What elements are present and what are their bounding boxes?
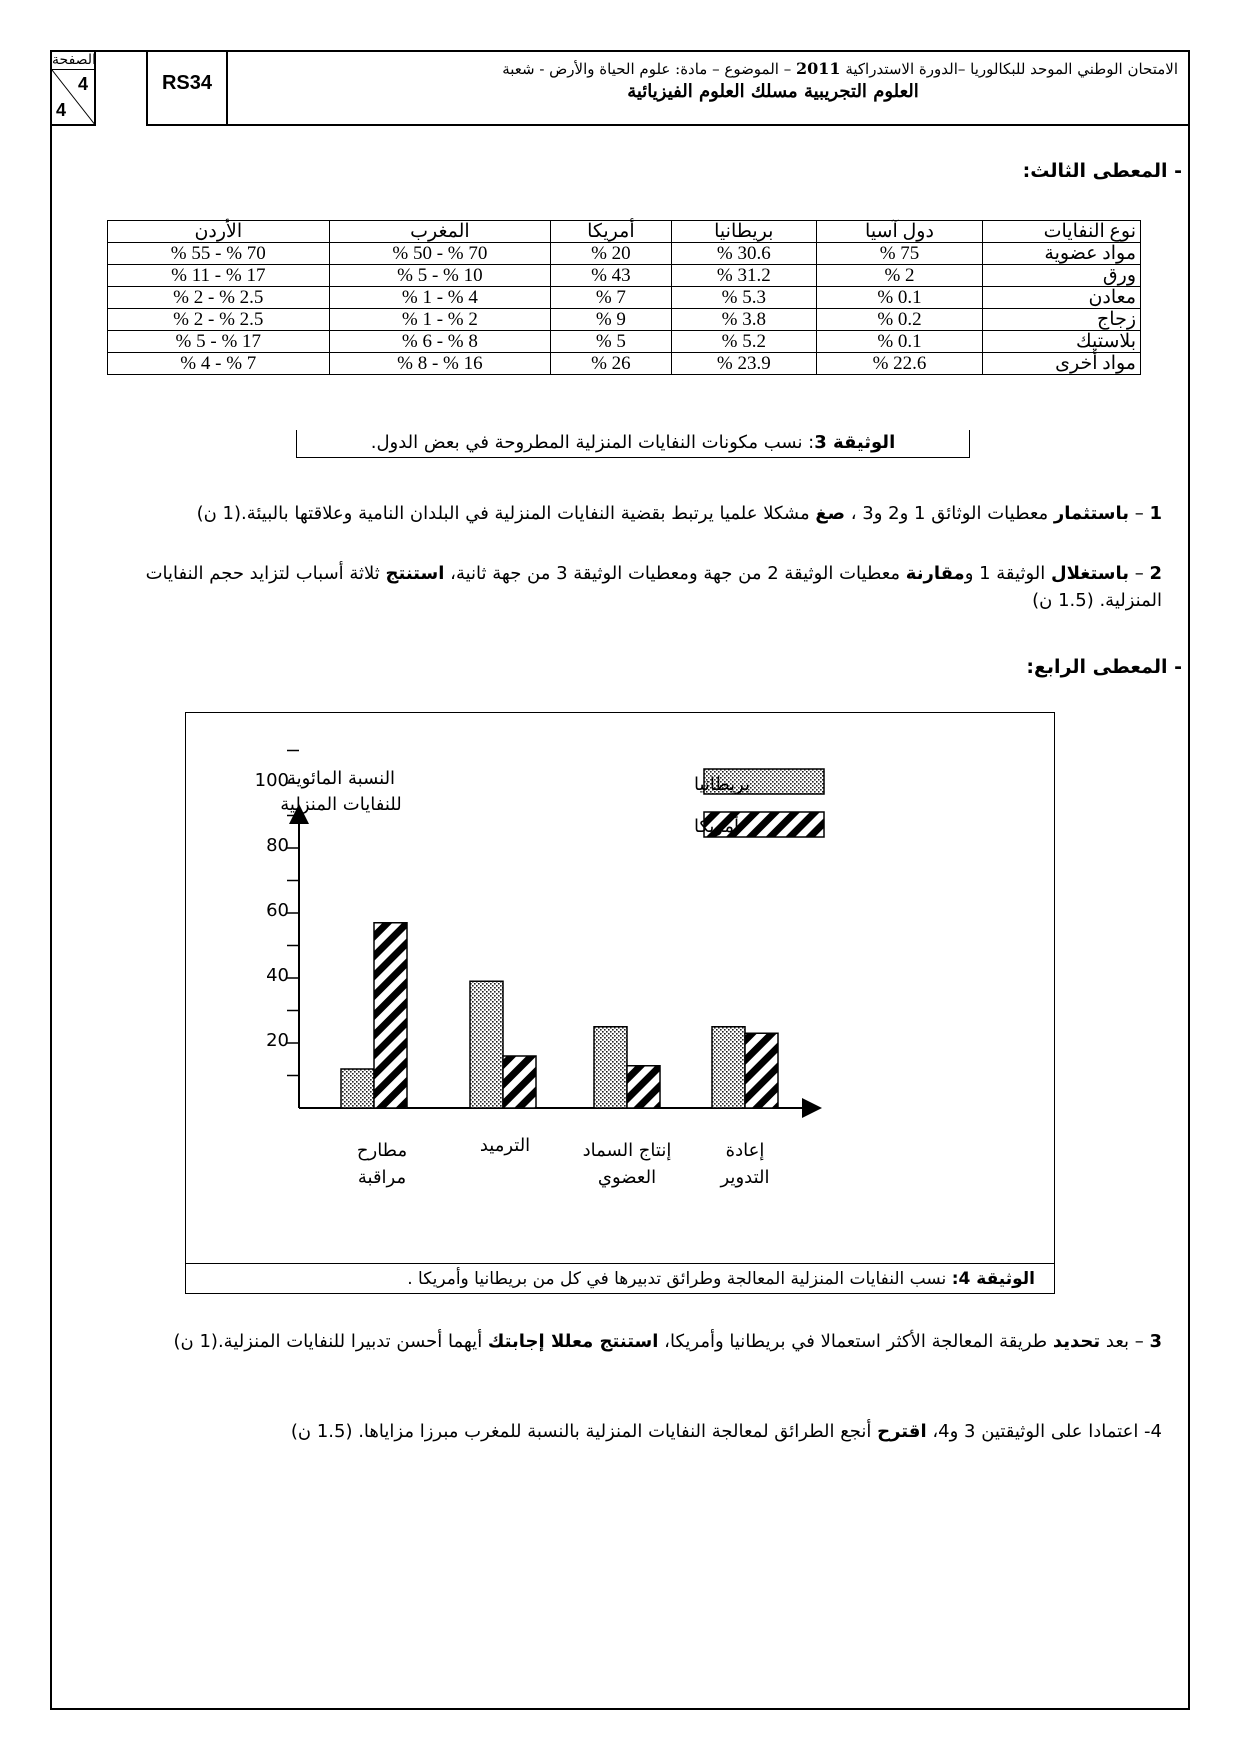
- question-text: 4- اعتمادا على الوثيقتين 3 و4،: [926, 1421, 1162, 1442]
- col-asia: دول آسيا: [816, 221, 982, 243]
- page-number-box: [52, 52, 96, 126]
- waste-composition-table: [107, 220, 1141, 375]
- question-text: الوثيقة 1 و: [964, 563, 1051, 584]
- table-cell: 22.6 %: [816, 353, 982, 375]
- section-3-title: - المعطى الثالث:: [1022, 160, 1182, 182]
- bar-usa: [374, 923, 407, 1108]
- category-label: العضوي: [597, 1167, 657, 1188]
- col-jordan: الأردن: [108, 221, 330, 243]
- exam-subject: – الموضوع – مادة: علوم الحياة والأرض - شعبة: [502, 60, 792, 78]
- table-cell: 26 %: [551, 353, 671, 375]
- waste-treatment-chart: [186, 713, 1054, 1263]
- category-label: الترميد: [479, 1135, 531, 1156]
- row-header-cell: مواد أخرى: [983, 353, 1141, 375]
- table-row: [108, 309, 1141, 331]
- question-number: 2: [1149, 563, 1162, 584]
- table-cell: 7 %: [551, 287, 671, 309]
- question-dash: –: [1129, 503, 1150, 524]
- section-4-title: - المعطى الرابع:: [1026, 656, 1182, 678]
- table-cell: 4 % - 1 %: [329, 287, 551, 309]
- document-3-caption: [296, 430, 970, 458]
- table-cell: 5.3 %: [671, 287, 816, 309]
- row-header-cell: ورق: [983, 265, 1141, 287]
- question-text: أنجع الطرائق لمعالجة النفايات المنزلية بالنسبة للمغرب مبرزا مزاياها. (1.5 ن): [290, 1421, 878, 1442]
- question-text: طريقة المعالجة الأكثر استعمالا في بريطانيا وأمريكا،: [658, 1331, 1053, 1352]
- table-cell: 75 %: [816, 243, 982, 265]
- table-cell: 2 % - 1 %: [329, 309, 551, 331]
- table-cell: 43 %: [551, 265, 671, 287]
- exam-session: الدورة الاستدراكية: [845, 60, 958, 78]
- table-row: [108, 287, 1141, 309]
- question-verb: استنتج معللا إجابتك: [487, 1331, 659, 1352]
- bar-usa: [745, 1033, 778, 1108]
- row-header-cell: بلاستيك: [983, 331, 1141, 353]
- table-body: [108, 243, 1141, 375]
- question-verb: مقارنة: [905, 563, 965, 584]
- table-cell: 0.1 %: [816, 287, 982, 309]
- chart-legend: [694, 769, 824, 837]
- question-number: 3: [1149, 1331, 1162, 1352]
- subject-code: RS34: [146, 52, 228, 126]
- col-morocco: المغرب: [329, 221, 551, 243]
- table-cell: 2.5 % - 2 %: [108, 287, 330, 309]
- y-axis-label: النسبة المائوية: [286, 768, 396, 789]
- question-text: ثلاثة أسباب لتزايد حجم النفايات المنزلية. (1.5 ن): [145, 563, 1162, 611]
- row-header-cell: معادن: [983, 287, 1141, 309]
- question-text: أيهما أحسن تدبيرا للنفايات المنزلية.(1 ن): [173, 1331, 488, 1352]
- table-cell: 7 % - 4 %: [108, 353, 330, 375]
- y-tick-label: 100: [254, 770, 289, 791]
- category-label: التدوير: [720, 1167, 770, 1188]
- question-verb: باستغلال: [1051, 563, 1130, 584]
- question-text: معطيات الوثيقة 2 من جهة ومعطيات الوثيقة 3 من جهة ثانية،: [444, 563, 906, 584]
- table-cell: 31.2 %: [671, 265, 816, 287]
- table-cell: 9 %: [551, 309, 671, 331]
- bar-britain: [712, 1027, 745, 1108]
- chart-labels: [357, 1135, 770, 1188]
- col-waste-type: نوع النفايات: [983, 221, 1141, 243]
- table-row: [108, 243, 1141, 265]
- caption-label: الوثيقة 3: [814, 432, 896, 453]
- y-tick-label: 60: [266, 900, 289, 921]
- question-3: [80, 1328, 1162, 1355]
- table-cell: 20 %: [551, 243, 671, 265]
- exam-name: الامتحان الوطني الموحد للبكالوريا –: [957, 60, 1178, 78]
- page-label: الصفحة: [52, 52, 96, 68]
- table-row: [108, 265, 1141, 287]
- table-cell: 3.8 %: [671, 309, 816, 331]
- category-label: إعادة: [725, 1140, 765, 1161]
- table-cell: 70 % - 50 %: [329, 243, 551, 265]
- question-4: [60, 1418, 1162, 1445]
- row-header-cell: زجاج: [983, 309, 1141, 331]
- legend-label-britain: بريطانيا: [694, 774, 751, 795]
- row-header-cell: مواد عضوية: [983, 243, 1141, 265]
- table-cell: 17 % - 5 %: [108, 331, 330, 353]
- table-cell: 2.5 % - 2 %: [108, 309, 330, 331]
- category-label: إنتاج السماد: [582, 1140, 672, 1161]
- page-current: 4: [77, 74, 88, 94]
- exam-title-line1: [228, 58, 1178, 80]
- question-dash: –: [1129, 563, 1150, 584]
- question-verb: استنتج: [385, 563, 445, 584]
- caption-text: : نسب مكونات النفايات المنزلية المطروحة في بعض الدول.: [370, 432, 815, 453]
- caption-text: نسب النفايات المنزلية المعالجة وطرائق تدبيرها في كل من بريطانيا وأمريكا .: [407, 1269, 952, 1289]
- y-tick-label: 40: [266, 965, 289, 986]
- bar-britain: [341, 1069, 374, 1108]
- table-cell: 5 %: [551, 331, 671, 353]
- table-cell: 10 % - 5 %: [329, 265, 551, 287]
- category-label: مطارح: [356, 1140, 408, 1161]
- question-verb: صغ: [815, 503, 846, 524]
- table-cell: 8 % - 6 %: [329, 331, 551, 353]
- exam-title: [228, 52, 1188, 126]
- bar-usa: [503, 1056, 536, 1108]
- table-cell: 16 % - 8 %: [329, 353, 551, 375]
- bar-usa: [627, 1066, 660, 1108]
- question-verb: تحديد: [1052, 1331, 1101, 1352]
- exam-header: [52, 52, 1188, 126]
- document-4-caption: [185, 1263, 1055, 1294]
- question-text: معطيات الوثائق 1 و2 و3 ،: [845, 503, 1054, 524]
- table-cell: 17 % - 11 %: [108, 265, 330, 287]
- y-axis-label: للنفايات المنزلية: [280, 794, 402, 815]
- page-total: 4: [56, 100, 67, 120]
- table-row: [108, 331, 1141, 353]
- exam-year: 2011: [796, 59, 841, 78]
- chart-bars: [341, 923, 778, 1108]
- question-2: [80, 560, 1162, 614]
- legend-label-usa: أمريكا: [694, 816, 740, 837]
- table-header-row: [108, 221, 1141, 243]
- col-usa: أمريكا: [551, 221, 671, 243]
- bar-britain: [594, 1027, 627, 1108]
- table-row: [108, 353, 1141, 375]
- question-number: 1: [1149, 503, 1162, 524]
- y-tick-label: 20: [266, 1030, 289, 1051]
- question-text: مشكلا علميا يرتبط بقضية النفايات المنزلية في البلدان النامية وعلاقتها بالبيئة.(1 ن): [196, 503, 816, 524]
- question-dash: – بعد: [1100, 1331, 1150, 1352]
- question-1: [80, 500, 1162, 527]
- table-cell: 30.6 %: [671, 243, 816, 265]
- exam-track: العلوم التجريبية مسلك العلوم الفيزيائية: [627, 81, 919, 102]
- table-cell: 70 % - 55 %: [108, 243, 330, 265]
- col-britain: بريطانيا: [671, 221, 816, 243]
- question-verb: اقترح: [877, 1421, 927, 1442]
- question-verb: باستثمار: [1053, 503, 1130, 524]
- table-cell: 0.2 %: [816, 309, 982, 331]
- table-cell: 23.9 %: [671, 353, 816, 375]
- table-cell: 5.2 %: [671, 331, 816, 353]
- table-cell: 2 %: [816, 265, 982, 287]
- table-cell: 0.1 %: [816, 331, 982, 353]
- bar-britain: [470, 981, 503, 1108]
- category-label: مراقبة: [357, 1167, 407, 1188]
- caption-label: الوثيقة 4:: [951, 1269, 1035, 1289]
- y-tick-label: 80: [266, 835, 289, 856]
